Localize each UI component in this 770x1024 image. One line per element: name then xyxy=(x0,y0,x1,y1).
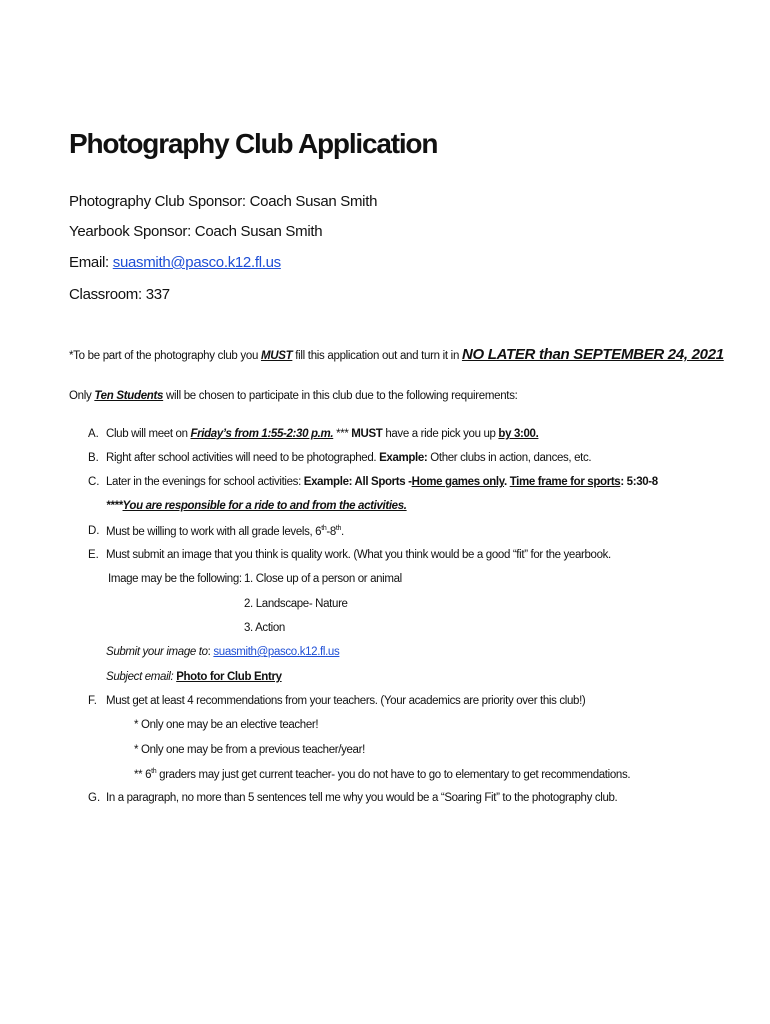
only-text-1: Only xyxy=(69,390,95,402)
notice-must: MUST xyxy=(260,350,293,362)
email-label: Email: xyxy=(69,254,113,271)
deadline-notice xyxy=(69,346,724,363)
requirement-e: Must submit an image that you think is quality work. (What you think would be a good “fit” for the yearbook. xyxy=(106,549,611,561)
requirement-b: Right after school activities will need to be photographed. Example: Other clubs in action, dances, etc. xyxy=(106,452,592,464)
requirement-f: Must get at least 4 recommendations from your teachers. (Your academics are priority over this club!) xyxy=(106,695,586,707)
item-letter-a: A. xyxy=(88,428,99,440)
yearbook-sponsor-line: Yearbook Sponsor: Coach Susan Smith xyxy=(69,223,323,240)
image-option-1: 1. Close up of a person or animal xyxy=(244,573,402,585)
item-letter-e: E. xyxy=(88,549,99,561)
submit-line: Submit your image to: suasmith@pasco.k12.fl.us xyxy=(106,646,340,658)
item-letter-f: F. xyxy=(88,695,97,707)
image-option-3: 3. Action xyxy=(244,622,285,634)
recommendation-note-1: * Only one may be an elective teacher! xyxy=(134,719,319,731)
recommendation-note-2: * Only one may be from a previous teacher/year! xyxy=(134,744,365,756)
image-option-2: 2. Landscape- Nature xyxy=(244,598,348,610)
subject-line: Subject email: Photo for Club Entry xyxy=(106,671,282,683)
sponsor-email-link[interactable]: suasmith@pasco.k12.fl.us xyxy=(112,254,281,271)
email-line xyxy=(69,254,281,271)
recommendation-note-3: ** 6th graders may just get current teacher- you do not have to go to elementary to get recommendations. xyxy=(134,768,631,781)
requirement-c: Later in the evenings for school activities: Example: All Sports -Home games only. Time frame for sports: 5:30-8 xyxy=(106,476,658,488)
item-letter-c: C. xyxy=(88,476,100,488)
item-letter-g: G. xyxy=(88,792,101,804)
selection-notice xyxy=(69,390,518,402)
requirement-a: Club will meet on Friday’s from 1:55-2:30 p.m. *** MUST have a ride pick you up by 3:00. xyxy=(106,428,539,440)
image-options-label: Image may be the following: xyxy=(108,573,242,585)
requirement-c-note: ****You are responsible for a ride to and from the activities. xyxy=(106,500,407,512)
item-letter-b: B. xyxy=(88,452,99,464)
notice-text-2: fill this application out and turn it in xyxy=(292,350,462,362)
requirement-d: Must be willing to work with all grade levels, 6th-8th. xyxy=(106,525,344,538)
submit-email-link[interactable]: suasmith@pasco.k12.fl.us xyxy=(213,646,340,658)
page-title: Photography Club Application xyxy=(69,128,438,159)
requirement-g: In a paragraph, no more than 5 sentences tell me why you would be a “Soaring Fit” to the photography club. xyxy=(106,792,618,804)
item-letter-d: D. xyxy=(88,525,100,537)
notice-text-1: *To be part of the photography club you xyxy=(69,350,261,362)
ten-students: Ten Students xyxy=(94,390,164,402)
classroom-line: Classroom: 337 xyxy=(69,286,170,303)
notice-deadline: NO LATER than SEPTEMBER 24, 2021 xyxy=(461,346,724,363)
only-text-2: will be chosen to participate in this club due to the following requirements: xyxy=(163,390,518,402)
club-sponsor-line: Photography Club Sponsor: Coach Susan Smith xyxy=(69,193,378,210)
